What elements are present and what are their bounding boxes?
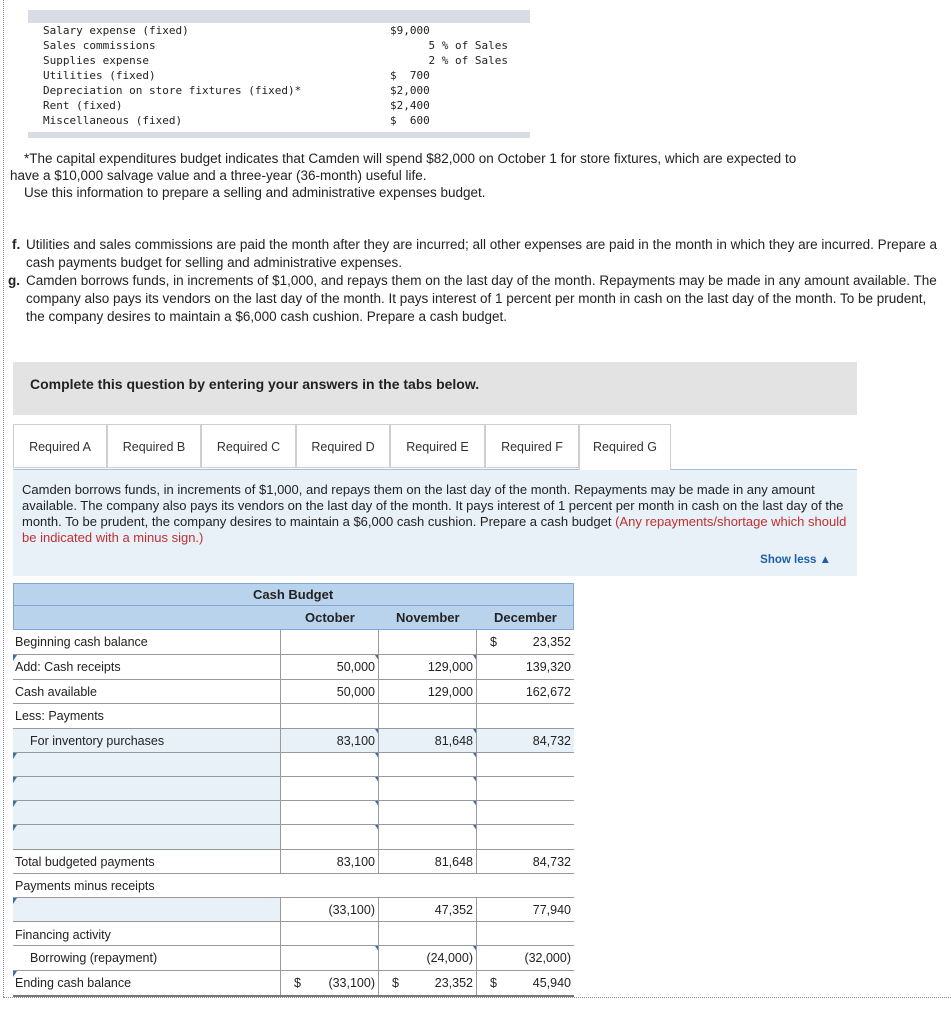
cell-value: 83,100: [336, 855, 375, 869]
cash-budget-title-row: [13, 583, 574, 606]
october-cell: [280, 655, 378, 679]
panel-instructions: [22, 482, 850, 546]
expense-row: [28, 53, 530, 68]
cell-value: 23,352: [532, 635, 571, 649]
november-cell[interactable]: [378, 630, 476, 654]
november-cell: [378, 971, 476, 995]
cell-value: 84,732: [532, 855, 571, 869]
input-marker: [13, 801, 17, 807]
table-row: [13, 729, 574, 753]
expense-table-top-bar: [28, 10, 530, 23]
november-cell: [378, 729, 476, 752]
question-g-marker: g.: [8, 273, 20, 288]
question-f: [10, 236, 945, 272]
row-label: Add: Cash receipts: [15, 660, 121, 674]
table-row: [13, 680, 574, 704]
december-cell: [476, 680, 574, 703]
dollar-sign: $: [490, 635, 497, 649]
dollar-sign: $: [490, 976, 497, 990]
row-label: For inventory purchases: [30, 734, 165, 748]
cell-value: 84,732: [532, 734, 571, 748]
november-cell[interactable]: [378, 753, 476, 776]
october-cell[interactable]: [280, 801, 378, 824]
december-cell: [476, 704, 574, 728]
december-cell: [476, 922, 574, 945]
table-row: [13, 655, 574, 680]
expense-row: [28, 83, 530, 98]
table-row: [13, 874, 574, 898]
input-marker: [13, 753, 17, 759]
december-cell: [476, 630, 574, 654]
instruction-text: Complete this question by entering your answers in the tabs below.: [30, 376, 480, 392]
tab-required-d[interactable]: Required D: [296, 424, 390, 468]
expense-value: $9,000: [390, 24, 430, 37]
footnote-line-3: Use this information to prepare a selling and administrative expenses budget.: [24, 185, 486, 200]
october-cell: [280, 922, 378, 945]
cell-value: 129,000: [427, 685, 473, 699]
cell-value: 81,648: [434, 855, 473, 869]
october-cell: [280, 680, 378, 703]
october-cell: [280, 729, 378, 752]
october-cell[interactable]: [280, 630, 378, 654]
november-cell: [378, 704, 476, 728]
cell-value: 139,320: [525, 660, 571, 674]
instruction-box: [13, 362, 857, 415]
expense-label: Depreciation on store fixtures (fixed)*: [43, 84, 302, 97]
bottom-dotted-border: [3, 997, 951, 998]
expense-label: Salary expense (fixed): [43, 24, 189, 37]
cell-value: 162,672: [525, 685, 571, 699]
expense-label: Rent (fixed): [43, 99, 123, 112]
october-cell[interactable]: [280, 753, 378, 776]
cell-value: 45,940: [532, 976, 571, 990]
dollar-sign: $: [392, 976, 399, 990]
december-cell[interactable]: [476, 777, 574, 800]
expense-row: [28, 38, 530, 53]
column-header-october: October: [305, 610, 355, 625]
expense-value: $ 600: [390, 114, 430, 127]
october-cell[interactable]: [280, 946, 378, 970]
december-cell: [476, 729, 574, 752]
column-header-november: November: [396, 610, 460, 625]
december-cell[interactable]: [476, 898, 574, 921]
october-cell[interactable]: [280, 898, 378, 921]
november-cell: [378, 680, 476, 703]
table-row: [13, 946, 574, 971]
december-cell[interactable]: [476, 801, 574, 824]
expense-value: $ 700: [390, 69, 430, 82]
cell-value: (33,100): [328, 976, 375, 990]
cash-budget-table: [13, 583, 574, 997]
expense-label: Sales commissions: [43, 39, 156, 52]
december-cell: [476, 655, 574, 679]
question-g-text: Camden borrows funds, in increments of $1,000, and repays them on the last day of the month. Repayments may be made in any amount available. The company also pays its vendors on the last day of the month. It pays interest of 1 percent per month in cash on the last day of the month. To be prudent, the company desires to maintain a $6,000 cash cushion. Prepare a cash budget.: [26, 273, 937, 324]
tab-required-b[interactable]: Required B: [107, 424, 201, 468]
expense-row: [28, 68, 530, 83]
row-label: Financing activity: [15, 928, 111, 942]
cell-value: 23,352: [434, 976, 473, 990]
blank-payment-row: [13, 777, 574, 801]
november-cell: [378, 850, 476, 873]
tab-required-a[interactable]: Required A: [13, 424, 107, 468]
november-cell[interactable]: [378, 801, 476, 824]
panel-text: Camden borrows funds, in increments of $1,000, and repays them on the last day of the month. Repayments may be made in any amount available. The company also pays its vendors on the last day of the month. It pays interest of 1 percent per month in cash on the last day of the month. To be prudent, the company desires to maintain a $6,000 cash cushion. Prepare a cash budget: [22, 482, 844, 529]
tab-required-f[interactable]: Required F: [485, 424, 579, 468]
row-label: Less: Payments: [15, 709, 104, 723]
row-label: Ending cash balance: [15, 976, 132, 990]
october-cell: [280, 850, 378, 873]
october-cell: [280, 971, 378, 995]
november-cell[interactable]: [378, 825, 476, 849]
question-g: [10, 272, 945, 326]
expense-value: $2,400: [390, 99, 430, 112]
footnote-line-1: *The capital expenditures budget indicates that Camden will spend $82,000 on October 1 for store fixtures, which are expected to: [24, 151, 797, 166]
december-cell[interactable]: [476, 753, 574, 776]
table-row: [13, 898, 574, 922]
table-row: [13, 704, 574, 729]
row-label: Payments minus receipts: [15, 879, 155, 893]
table-row: [13, 630, 574, 655]
question-f-text: Utilities and sales commissions are paid the month after they are incurred; all other expenses are paid in the month in which they are incurred. Prepare a cash payments budget for selling and administrative expenses.: [26, 237, 937, 270]
question-panel: [13, 470, 857, 576]
input-marker: [13, 777, 17, 783]
row-label: Total budgeted payments: [15, 855, 155, 869]
expense-label: Supplies expense: [43, 54, 149, 67]
expense-label: Utilities (fixed): [43, 69, 156, 82]
cell-value: 83,100: [336, 734, 375, 748]
cell-value: (24,000): [426, 951, 473, 965]
row-label: Borrowing (repayment): [30, 951, 158, 965]
question-list: [10, 236, 945, 326]
dollar-sign: $: [294, 976, 301, 990]
cash-budget-title: Cash Budget: [253, 587, 334, 602]
row-label: Beginning cash balance: [15, 635, 148, 649]
december-cell[interactable]: [476, 825, 574, 849]
november-cell: [378, 655, 476, 679]
table-row: [13, 850, 574, 874]
cell-value: 47,352: [434, 903, 473, 917]
question-f-marker: f.: [12, 237, 21, 252]
expense-value: 5 % of Sales: [428, 39, 508, 52]
december-cell: [476, 850, 574, 873]
expense-row: [28, 23, 530, 38]
november-cell[interactable]: [378, 898, 476, 921]
cell-value: 129,000: [427, 660, 473, 674]
expense-label: Miscellaneous (fixed): [43, 114, 183, 127]
footnote-line-2: have a $10,000 salvage value and a three-year (36-month) useful life.: [10, 168, 427, 183]
expense-row: [28, 98, 530, 113]
october-cell: [280, 704, 378, 728]
cell-value: 81,648: [434, 734, 473, 748]
cell-value: (32,000): [524, 951, 571, 965]
table-row: [13, 922, 574, 946]
november-cell[interactable]: [378, 777, 476, 800]
cell-value: (33,100): [328, 903, 375, 917]
left-dotted-border: [3, 0, 4, 997]
expense-value: $2,000: [390, 84, 430, 97]
cell-value: 77,940: [532, 903, 571, 917]
panel-red-note: (Any repayments/shortage which should be indicated with a minus sign.): [22, 514, 847, 545]
november-cell[interactable]: [378, 946, 476, 970]
cash-budget-header-row: [13, 606, 574, 630]
expense-table: [28, 10, 530, 138]
expense-row: [28, 113, 530, 128]
tab-required-c[interactable]: Required C: [201, 424, 296, 468]
tab-required-e[interactable]: Required E: [390, 424, 485, 468]
cell-value: 50,000: [336, 660, 375, 674]
cell-value: 50,000: [336, 685, 375, 699]
expense-table-bottom-bar: [28, 132, 530, 138]
table-row: [13, 971, 574, 997]
november-cell: [378, 922, 476, 945]
october-cell[interactable]: [280, 777, 378, 800]
column-header-december: December: [494, 610, 557, 625]
december-cell: [476, 971, 574, 995]
row-label: Cash available: [15, 685, 97, 699]
input-marker: [13, 825, 17, 831]
show-less-link[interactable]: Show less ▲: [760, 554, 831, 566]
tab-required-g[interactable]: Required G: [579, 424, 671, 471]
blank-payment-row: [13, 825, 574, 850]
december-cell[interactable]: [476, 946, 574, 970]
input-marker: [13, 898, 17, 904]
october-cell[interactable]: [280, 825, 378, 849]
blank-payment-row: [13, 753, 574, 777]
blank-payment-row: [13, 801, 574, 825]
expense-value: 2 % of Sales: [428, 54, 508, 67]
